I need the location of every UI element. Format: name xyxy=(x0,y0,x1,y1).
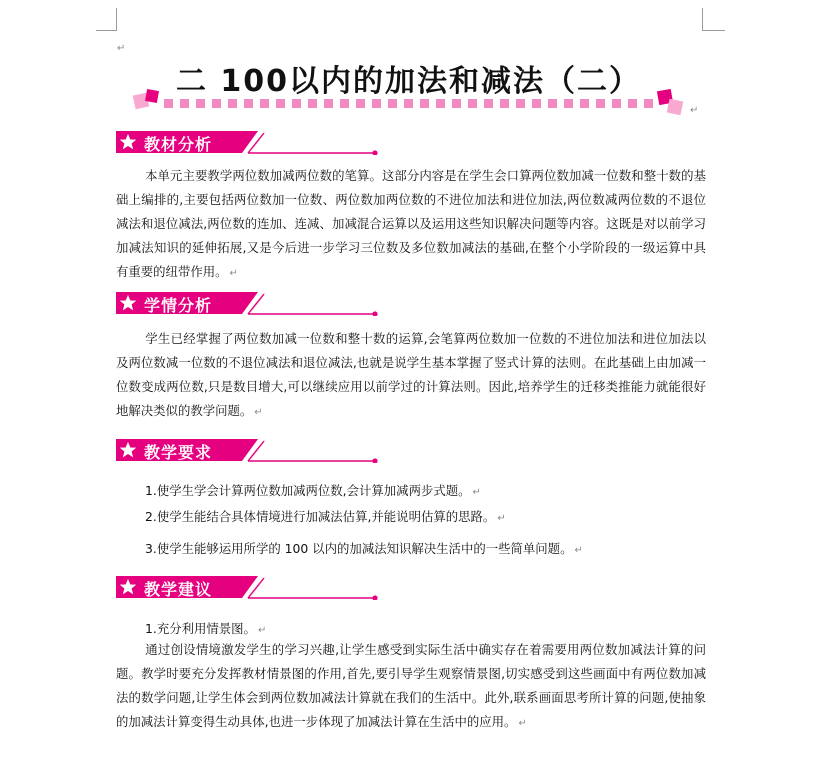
requirement-item: 1.使学生学会计算两位数加减两位数,会计算加减两步式题。 ↵ xyxy=(145,483,481,498)
section-heading-label: 学情分析 xyxy=(144,296,213,315)
star-icon xyxy=(119,441,137,459)
section-heading-teaching-suggestions xyxy=(116,576,381,600)
section-paragraph: 通过创设情境激发学生的学习兴趣,让学生感受到实际生活中确实存在着需要用两位数加减法计算的问题。教学时要充分发挥教材情景图的作用,首先,要引导学生观察情景图,切实感受到这些画面中有两位数加减法的数学问题,让学生体会到两位数加减法计算就在我们的生活中。此外,联系画面思考所计算的问题,使抽象的加减法计算变得生动具体,也进一步体现了加减法计算在生活中的应用。 ↵ xyxy=(116,642,706,729)
star-icon xyxy=(119,294,137,312)
section-heading-teaching-requirements xyxy=(116,439,381,463)
star-icon xyxy=(119,133,137,151)
title-decoration xyxy=(130,86,690,118)
page-title: 二 100以内的加法和减法（二） xyxy=(175,64,642,99)
suggestion-subheading: 1.充分利用情景图。 ↵ xyxy=(145,621,267,636)
page-corner-mark-top-right xyxy=(702,8,725,31)
section-heading-label: 教材分析 xyxy=(144,135,213,154)
requirement-item: 3.使学生能够运用所学的 100 以内的加减法知识解决生活中的一些简单问题。 ↵ xyxy=(145,541,583,556)
section-heading-student-analysis xyxy=(116,292,381,316)
section-heading-label: 教学要求 xyxy=(144,443,213,462)
star-icon xyxy=(119,578,137,596)
paragraph-mark: ↵ xyxy=(690,105,699,116)
requirement-item: 2.使学生能结合具体情境进行加减法估算,并能说明估算的思路。 ↵ xyxy=(145,509,506,524)
page-corner-mark-top-left xyxy=(96,8,117,31)
section-heading-label: 教学建议 xyxy=(144,580,213,599)
paragraph-mark: ↵ xyxy=(117,43,126,54)
section-paragraph: 本单元主要教学两位数加减两位数的笔算。这部分内容是在学生会口算两位数加减一位数和整十数的基础上编排的,主要包括两位数加一位数、两位数加两位数的不进位加法和进位加法,两位数减两位数的不退位减法和退位减法,两位数的连加、连减、加减混合运算以及运用这些知识解决问题等内容。这既是对以前学习加减法知识的延伸拓展,又是今后进一步学习三位数及多位数加减法的基础,在整个小学阶段的一级运算中具有重要的纽带作用。 ↵ xyxy=(116,168,706,279)
section-paragraph: 学生已经掌握了两位数加减一位数和整十数的运算,会笔算两位数加一位数的不进位加法和进位加法以及两位数减一位数的不退位减法和退位减法,也就是说学生基本掌握了竖式计算的法则。在此基础上由加减一位数变成两位数,只是数目增大,可以继续应用以前学过的计算法则。因此,培养学生的迁移类推能力就能很好地解决类似的教学问题。 ↵ xyxy=(116,331,706,418)
section-heading-textbook-analysis xyxy=(116,131,381,155)
